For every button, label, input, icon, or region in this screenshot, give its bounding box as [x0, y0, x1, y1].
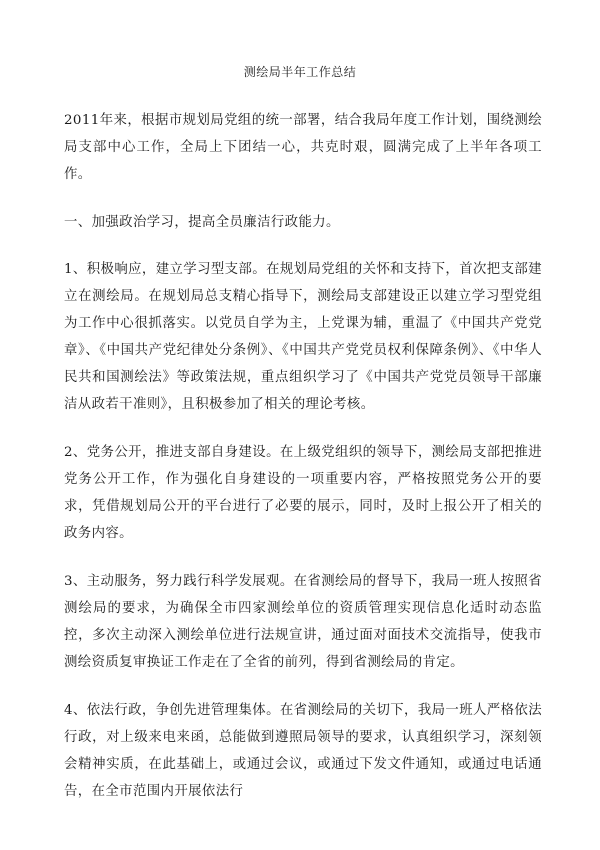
paragraph-item-3: 3、主动服务，努力践行科学发展观。在省测绘局的督导下，我局一班人按照省测绘局的要求，为确保全市四家测绘单位的资质管理实现信息化适时动态监控，多次主动深入测绘单位进行法规宣讲，通过面对面技术交流指导，使我市测绘资质复审换证工作走在了全省的前列，得到省测绘局的肯定。 [64, 574, 542, 670]
paragraph-item-4: 4、依法行政，争创先进管理集体。在省测绘局的关切下，我局一班人严格依法行政，对上级来电来函，总能做到遵照局领导的要求，认真组织学习，深刻领会精神实质，在此基础上，或通过会议，或通过下发文件通知，或通过电话通告，在全市范围内开展依法行 [64, 703, 542, 799]
document-title: 测绘局半年工作总结 [243, 65, 357, 79]
paragraph-item-1: 1、积极响应，建立学习型支部。在规划局党组的关怀和支持下，首次把支部建立在测绘局。在规划局总支精心指导下，测绘局支部建设正以建立学习型党组为工作中心很抓落实。以党员自学为主，上党课为辅，重温了《中国共产党党章》、《中国共产党纪律处分条例》、《中国共产党党员权利保障条例》、《中华人民共和国测绘法》等政策法规，重点组织学习了《中国共产党党员领导干部廉洁从政若干准则》，且积极参加了相关的理论考核。 [64, 262, 542, 412]
section-heading-1: 一、加强政治学习，提高全员廉洁行政能力。 [64, 215, 340, 230]
paragraph-item-2: 2、党务公开，推进支部自身建设。在上级党组织的领导下，测绘局支部把推进党务公开工作，作为强化自身建设的一项重要内容，严格按照党务公开的要求，凭借规划局公开的平台进行了必要的展示，同时，及时上报公开了相关的政务内容。 [64, 445, 542, 541]
paragraph-intro: 2011年来，根据市规划局党组的统一部署，结合我局年度工作计划，围绕测绘局支部中心工作，全局上下团结一心，共克时艰，圆满完成了上半年各项工作。 [64, 113, 542, 182]
document-body [64, 107, 542, 826]
